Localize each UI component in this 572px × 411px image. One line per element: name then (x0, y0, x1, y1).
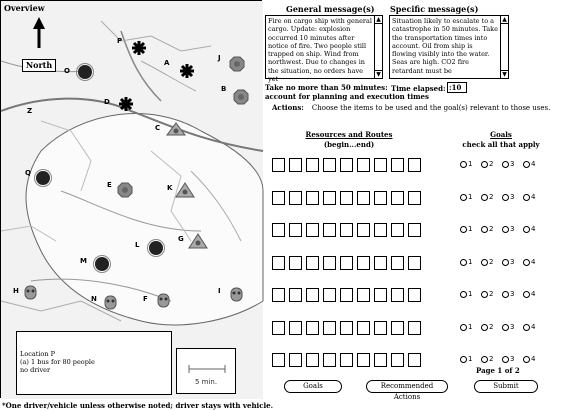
goal-option-1[interactable] (460, 323, 472, 331)
goal-option-2[interactable] (481, 323, 493, 331)
goal-option-label: 2 (489, 355, 494, 363)
goal-option-label: 4 (531, 290, 536, 298)
resource-route-cell[interactable] (391, 158, 404, 172)
goal-radio[interactable] (481, 259, 488, 266)
goal-option-2[interactable] (481, 160, 493, 168)
resource-route-cell[interactable] (357, 256, 370, 270)
location-label-l: L (135, 241, 140, 249)
resource-route-cell[interactable] (408, 223, 421, 237)
submit-button[interactable]: Submit (474, 380, 538, 393)
goal-option-label: 4 (531, 258, 536, 266)
specific-message-scrollbar[interactable] (500, 16, 508, 78)
resource-route-cell[interactable] (272, 256, 285, 270)
location-label-k: K (167, 184, 173, 192)
location-label-i: I (218, 287, 221, 295)
resource-route-cell[interactable] (374, 191, 387, 205)
resource-route-cell[interactable] (391, 256, 404, 270)
resource-route-cell[interactable] (391, 288, 404, 302)
resource-route-cell[interactable] (340, 256, 353, 270)
location-label-p: P (117, 37, 123, 45)
action-row (272, 191, 562, 206)
goal-radio[interactable] (460, 291, 467, 298)
time-limit-line-2: account for planning and execution times (265, 92, 429, 101)
goal-option-label: 1 (468, 193, 473, 201)
goal-option-2[interactable] (481, 258, 493, 266)
resource-route-cell[interactable] (289, 321, 302, 335)
goal-option-label: 3 (510, 355, 515, 363)
goal-option-label: 4 (531, 355, 536, 363)
specific-message-box[interactable] (389, 15, 509, 79)
goal-option-label: 2 (489, 160, 494, 168)
goals-button[interactable]: Goals (284, 380, 342, 393)
goal-option-3[interactable] (502, 258, 514, 266)
resource-route-cell[interactable] (340, 353, 353, 367)
goal-option-1[interactable] (460, 290, 472, 298)
location-label-o: O (64, 67, 70, 75)
goal-option-label: 4 (531, 193, 536, 201)
resource-route-cell[interactable] (357, 353, 370, 367)
resources-header-subtitle: (begin...end) (323, 140, 375, 149)
resource-route-cell[interactable] (340, 191, 353, 205)
goals-header-subtitle: check all that apply (462, 140, 540, 149)
goal-radio[interactable] (523, 194, 530, 201)
resource-route-cell[interactable] (374, 321, 387, 335)
scroll-down-icon[interactable]: ▼ (502, 71, 507, 78)
goals-header (458, 130, 544, 150)
action-row (272, 223, 562, 238)
goal-radio[interactable] (502, 194, 509, 201)
goal-option-label: 4 (531, 323, 536, 331)
resource-route-cell[interactable] (323, 256, 336, 270)
resource-route-cell[interactable] (289, 288, 302, 302)
goal-radio[interactable] (523, 259, 530, 266)
goal-option-label: 1 (468, 258, 473, 266)
goal-option-3[interactable] (502, 355, 514, 363)
resource-route-cell[interactable] (357, 223, 370, 237)
goal-option-label: 2 (489, 323, 494, 331)
resource-route-cell[interactable] (323, 158, 336, 172)
resource-route-cell[interactable] (408, 191, 421, 205)
goal-radio[interactable] (460, 161, 467, 168)
resource-route-cell[interactable] (357, 191, 370, 205)
goal-option-3[interactable] (502, 193, 514, 201)
info-line-2: (a) 1 bus for 80 people (20, 358, 95, 366)
goal-radio[interactable] (460, 356, 467, 363)
goal-option-label: 3 (510, 258, 515, 266)
action-row (272, 256, 562, 271)
resource-route-cell[interactable] (374, 223, 387, 237)
goal-radio[interactable] (502, 324, 509, 331)
goal-option-label: 3 (510, 290, 515, 298)
resource-route-cell[interactable] (289, 353, 302, 367)
location-label-z: Z (27, 107, 33, 115)
goal-option-4[interactable] (523, 225, 535, 233)
goal-radio[interactable] (460, 259, 467, 266)
resource-route-cell[interactable] (408, 288, 421, 302)
time-elapsed-field: :10 (447, 82, 467, 93)
goal-option-label: 3 (510, 193, 515, 201)
resources-header-title: Resources and Routes (305, 130, 393, 139)
page-indicator: Page 1 of 2 (476, 366, 520, 375)
resource-route-cell[interactable] (272, 191, 285, 205)
goal-option-2[interactable] (481, 225, 493, 233)
goal-radio[interactable] (481, 194, 488, 201)
resources-header (284, 130, 414, 150)
resource-route-cell[interactable] (306, 288, 319, 302)
goal-option-label: 3 (510, 225, 515, 233)
goal-option-label: 1 (468, 225, 473, 233)
goal-option-3[interactable] (502, 290, 514, 298)
goal-option-1[interactable] (460, 355, 472, 363)
resource-route-cell[interactable] (340, 158, 353, 172)
resource-route-cell[interactable] (408, 353, 421, 367)
goal-option-label: 3 (510, 160, 515, 168)
goal-radio[interactable] (460, 226, 467, 233)
resource-route-cell[interactable] (391, 353, 404, 367)
location-label-m: M (80, 257, 87, 265)
goal-radio[interactable] (502, 161, 509, 168)
goal-option-3[interactable] (502, 323, 514, 331)
footnote: *One driver/vehicle unless otherwise noted; driver stays with vehicle. (2, 401, 274, 410)
info-line-3: no driver (20, 366, 51, 374)
location-label-n: N (91, 295, 97, 303)
resource-route-cell[interactable] (306, 353, 319, 367)
goal-radio[interactable] (481, 161, 488, 168)
resource-route-cell[interactable] (357, 321, 370, 335)
time-elapsed-label: Time elapsed: (391, 84, 446, 93)
resource-route-cell[interactable] (323, 223, 336, 237)
location-label-h: H (13, 287, 19, 295)
resource-route-cell[interactable] (374, 256, 387, 270)
general-message-title: General message(s) (286, 4, 375, 14)
goal-option-2[interactable] (481, 355, 493, 363)
general-message-box[interactable] (265, 15, 383, 84)
resource-route-cell[interactable] (272, 288, 285, 302)
scroll-up-icon[interactable]: ▲ (502, 16, 507, 23)
resource-route-cell[interactable] (408, 158, 421, 172)
specific-message-title: Specific message(s) (390, 4, 479, 14)
scroll-up-icon[interactable]: ▲ (376, 16, 381, 23)
location-label-g: G (178, 235, 184, 243)
goal-option-4[interactable] (523, 160, 535, 168)
goal-radio[interactable] (481, 324, 488, 331)
goal-option-2[interactable] (481, 290, 493, 298)
location-label-b: B (221, 85, 227, 93)
location-label-q: Q (25, 169, 31, 177)
scale-label: 5 min. (194, 378, 218, 386)
resource-route-cell[interactable] (289, 158, 302, 172)
location-label-e: E (107, 181, 112, 189)
goal-option-label: 2 (489, 258, 494, 266)
resource-route-cell[interactable] (357, 158, 370, 172)
goal-option-label: 2 (489, 290, 494, 298)
goal-option-4[interactable] (523, 355, 535, 363)
goals-header-title: Goals (490, 130, 512, 139)
goal-option-4[interactable] (523, 193, 535, 201)
goal-radio[interactable] (523, 161, 530, 168)
goal-option-1[interactable] (460, 193, 472, 201)
goal-option-4[interactable] (523, 258, 535, 266)
specific-message-text: Situation likely to escalate to a catastrophe in 50 minutes. Take the transportation times into account. Oil from ship is flowing visibly into the water. Seas are high. CO2 fire retardant must be (392, 17, 498, 75)
goal-radio[interactable] (481, 226, 488, 233)
resource-route-cell[interactable] (289, 256, 302, 270)
goal-option-label: 2 (489, 193, 494, 201)
resource-route-cell[interactable] (340, 288, 353, 302)
resource-route-cell[interactable] (374, 288, 387, 302)
resource-route-cell[interactable] (408, 256, 421, 270)
scale-bar-icon (177, 349, 237, 395)
info-line-1: Location P (20, 350, 55, 358)
resource-route-cell[interactable] (340, 321, 353, 335)
goal-option-label: 1 (468, 355, 473, 363)
north-indicator: North (22, 59, 56, 72)
resource-route-cell[interactable] (323, 321, 336, 335)
goal-radio[interactable] (523, 324, 530, 331)
resource-route-cell[interactable] (289, 223, 302, 237)
scale-box (176, 348, 236, 394)
resource-route-cell[interactable] (323, 353, 336, 367)
resource-route-cell[interactable] (391, 223, 404, 237)
goal-option-label: 4 (531, 225, 536, 233)
goal-option-3[interactable] (502, 225, 514, 233)
goal-option-label: 4 (531, 160, 536, 168)
resource-route-cell[interactable] (272, 158, 285, 172)
resource-route-cell[interactable] (391, 191, 404, 205)
resource-route-cell[interactable] (306, 191, 319, 205)
recommended-actions-button[interactable]: Recommended Actions (366, 380, 448, 393)
resource-route-cell[interactable] (391, 321, 404, 335)
goal-option-2[interactable] (481, 193, 493, 201)
actions-text: Choose the items to be used and the goal(s) relevant to those uses. (311, 104, 551, 112)
goal-radio[interactable] (502, 259, 509, 266)
location-label-d: D (104, 98, 110, 106)
location-label-a: A (164, 59, 170, 67)
resource-route-cell[interactable] (289, 191, 302, 205)
action-row (272, 158, 562, 173)
goal-option-1[interactable] (460, 258, 472, 266)
resource-route-cell[interactable] (306, 223, 319, 237)
goal-radio[interactable] (460, 324, 467, 331)
goal-radio[interactable] (481, 291, 488, 298)
general-message-text: Fire on cargo ship with general cargo. Update: explosion occurred 10 minutes after notice of fire. Two people still trapped on ship. Wind from northwest. Due to changes in the situation, no orders have yet (268, 17, 372, 84)
goal-option-label: 1 (468, 160, 473, 168)
goal-option-label: 1 (468, 290, 473, 298)
resource-route-cell[interactable] (272, 223, 285, 237)
general-message-scrollbar[interactable] (374, 16, 382, 78)
resource-route-cell[interactable] (357, 288, 370, 302)
goal-radio[interactable] (523, 226, 530, 233)
overview-map[interactable] (0, 0, 262, 398)
resource-route-cell[interactable] (323, 288, 336, 302)
goal-radio[interactable] (481, 356, 488, 363)
actions-label: Actions: (272, 103, 304, 112)
goal-option-label: 1 (468, 323, 473, 331)
goal-option-1[interactable] (460, 160, 472, 168)
goal-option-4[interactable] (523, 290, 535, 298)
resource-route-cell[interactable] (306, 256, 319, 270)
resource-route-cell[interactable] (374, 158, 387, 172)
location-label-j: J (218, 54, 221, 62)
goal-radio[interactable] (523, 291, 530, 298)
goal-option-3[interactable] (502, 160, 514, 168)
goal-radio[interactable] (523, 356, 530, 363)
actions-instruction (272, 103, 550, 112)
goal-option-label: 2 (489, 225, 494, 233)
time-limit-line-1: Take no more than 50 minutes: (265, 83, 388, 92)
scroll-down-icon[interactable]: ▼ (376, 71, 381, 78)
action-row (272, 288, 562, 303)
resource-route-cell[interactable] (272, 353, 285, 367)
resource-route-cell[interactable] (340, 223, 353, 237)
resource-route-cell[interactable] (306, 321, 319, 335)
resource-route-cell[interactable] (306, 158, 319, 172)
resource-route-cell[interactable] (272, 321, 285, 335)
goal-radio[interactable] (502, 226, 509, 233)
action-row (272, 321, 562, 336)
map-title: Overview (4, 3, 45, 13)
location-info-box (16, 331, 172, 395)
resource-route-cell[interactable] (408, 321, 421, 335)
goal-option-label: 3 (510, 323, 515, 331)
goal-option-4[interactable] (523, 323, 535, 331)
location-label-f: F (143, 295, 148, 303)
goal-option-1[interactable] (460, 225, 472, 233)
goal-radio[interactable] (502, 291, 509, 298)
location-label-c: C (155, 124, 161, 132)
resource-route-cell[interactable] (323, 191, 336, 205)
goal-radio[interactable] (502, 356, 509, 363)
goal-radio[interactable] (460, 194, 467, 201)
resource-route-cell[interactable] (374, 353, 387, 367)
